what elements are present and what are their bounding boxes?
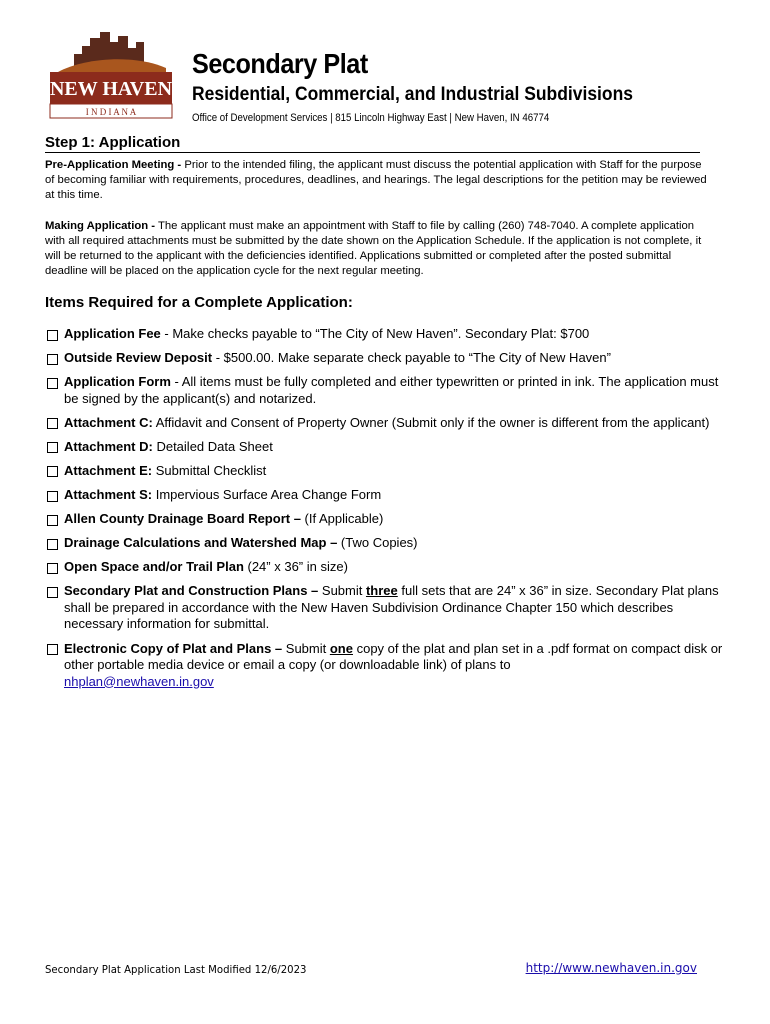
checkbox[interactable] [47, 442, 58, 453]
item-text: - All items must be fully completed and either typewritten or printed in ink. The application must be signed by the applicant(s) and notarized. [64, 374, 719, 406]
item-text: (24” x 36” in size) [243, 559, 348, 575]
checkbox[interactable] [47, 644, 58, 655]
checkbox[interactable] [47, 354, 58, 365]
new-haven-logo [44, 28, 178, 120]
item-title: Application Form [64, 374, 171, 390]
item-text: (Two Copies) [337, 535, 418, 551]
checklist-item [45, 374, 725, 407]
checklist-item [45, 559, 725, 576]
checklist-item [45, 463, 725, 480]
item-title: Electronic Copy of Plat and Plans – [64, 640, 283, 656]
item-text: Submit [318, 583, 366, 599]
making-application-paragraph [45, 219, 713, 279]
checklist-item-electronic-copy [45, 641, 725, 691]
page-subtitle: Residential, Commercial, and Industrial Subdivisions [192, 84, 633, 105]
item-text: full sets that are 24” x 36” in size. Secondary Plat plans shall be prepared in accordance with the New Haven Subdivision Ordinance Chapter 150 which describes necessary information for submittal. [64, 583, 719, 632]
item-text: Impervious Surface Area Change Form [152, 487, 382, 503]
item-title: Allen County Drainage Board Report – [64, 511, 301, 527]
page-title: Secondary Plat [192, 48, 368, 79]
office-address: Office of Development Services | 815 Lincoln Highway East | New Haven, IN 46774 [192, 112, 550, 124]
making-application-label: Making Application - [45, 220, 156, 232]
website-link[interactable]: http://www.newhaven.in.gov [525, 961, 697, 975]
svg-text:NEW HAVEN: NEW HAVEN [49, 78, 173, 100]
checkbox[interactable] [47, 539, 58, 550]
item-title: Attachment D: [64, 438, 153, 454]
pre-application-label: Pre-Application Meeting - [45, 159, 182, 171]
item-text: (If Applicable) [300, 511, 384, 527]
checkbox[interactable] [47, 466, 58, 477]
step-heading: Step 1: Application [45, 134, 700, 153]
item-title: Attachment S: [64, 487, 153, 503]
item-title: Open Space and/or Trail Plan [64, 559, 244, 575]
checkbox[interactable] [47, 587, 58, 598]
item-title: Outside Review Deposit [64, 350, 213, 366]
item-title: Drainage Calculations and Watershed Map – [64, 535, 338, 551]
items-heading: Items Required for a Complete Application: [45, 294, 353, 311]
item-text: - Make checks payable to “The City of New Haven”. Secondary Plat: $700 [160, 326, 590, 341]
email-link[interactable]: nhplan@newhaven.in.gov [64, 673, 214, 689]
checklist-item [45, 439, 725, 456]
svg-text:I N D I A N A: I N D I A N A [85, 107, 137, 117]
checklist [45, 326, 725, 698]
checklist-item-secondary-plat [45, 583, 725, 633]
checklist-item [45, 326, 725, 343]
item-text: Submittal Checklist [152, 462, 267, 478]
checkbox[interactable] [47, 378, 58, 389]
checkbox[interactable] [47, 418, 58, 429]
checklist-item [45, 535, 725, 552]
checkbox[interactable] [47, 491, 58, 502]
item-text: Affidavit and Consent of Property Owner (Submit only if the owner is different from the applicant) [152, 414, 710, 430]
item-text: - $500.00. Make separate check payable to “The City of New Haven” [212, 350, 611, 366]
checklist-item [45, 415, 725, 432]
checkbox[interactable] [47, 330, 58, 341]
item-title: Secondary Plat and Construction Plans – [64, 583, 319, 599]
checklist-item [45, 487, 725, 504]
item-title: Attachment E: [64, 462, 153, 478]
footer-modified-date: Secondary Plat Application Last Modified 12/6/2023 [45, 963, 307, 976]
checklist-item [45, 511, 725, 528]
item-text: Detailed Data Sheet [152, 438, 273, 454]
pre-application-text: Prior to the intended filing, the applicant must discuss the potential application with Staff for the purpose of becoming familiar with requirements, procedures, deadlines, and hearings. The legal descriptions for the petition may be reviewed at this time. [45, 159, 707, 201]
pre-application-paragraph [45, 158, 713, 203]
item-title: Attachment C: [64, 414, 153, 430]
item-emphasis: three [365, 583, 398, 599]
header [192, 48, 671, 124]
making-application-text: The applicant must make an appointment with Staff to file by calling (260) 748-7040. A complete application with all required attachments must be submitted by the date shown on the Application Schedule. If the application is not complete, it will be returned to the applicant with the deficiencies identified. Applications submitted or completed after the posted submittal deadline will be placed on the application cycle for the next regular meeting. [45, 220, 702, 277]
checklist-item [45, 350, 725, 367]
item-emphasis: one [329, 640, 353, 656]
item-text: copy of the plat and plan set in a .pdf format on compact disk or other portable media device or email a copy (or downloadable link) of plans to [64, 640, 723, 673]
item-title: Application Fee [64, 326, 161, 341]
item-text: Submit [282, 640, 330, 656]
checkbox[interactable] [47, 563, 58, 574]
checkbox[interactable] [47, 515, 58, 526]
city-skyline-icon [44, 28, 178, 120]
